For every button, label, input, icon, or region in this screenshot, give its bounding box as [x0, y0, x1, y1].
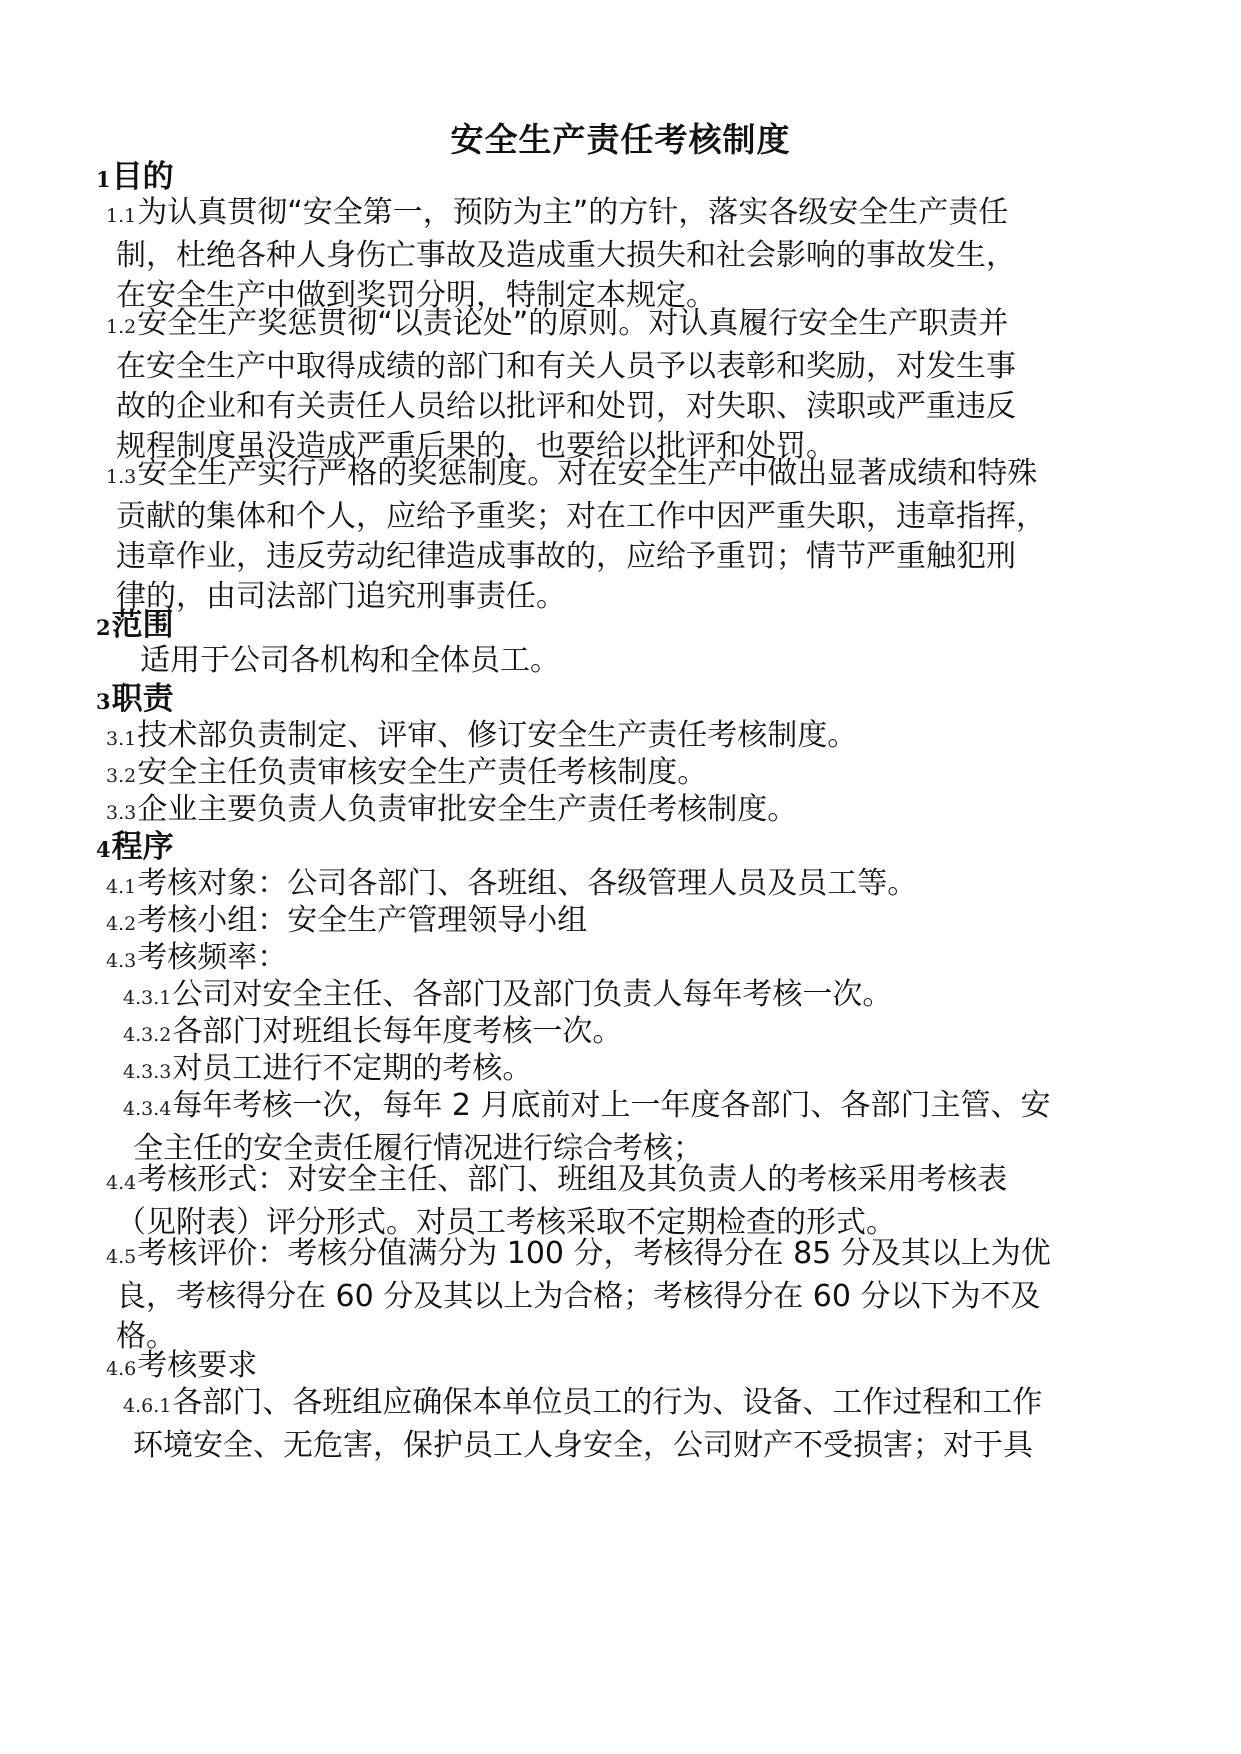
text-line: （见附表）评分形式。对员工考核采取不定期检查的形式。: [116, 1205, 896, 1240]
text-line: 全主任的安全责任履行情况进行综合考核；: [133, 1131, 703, 1166]
clause-4-1: 4.1考核对象：公司各部门、各班组、各级管理人员及员工等。: [106, 866, 918, 901]
clause-4-3-4: [123, 1086, 1051, 1169]
clause-4-6-1: [123, 1383, 1042, 1466]
text-line: 律的，由司法部门追究刑事责任。: [116, 579, 566, 614]
clause-4-4: [106, 1160, 1007, 1243]
clause-4-5: [106, 1234, 1051, 1357]
clause-number: 4.6.1: [123, 1395, 172, 1417]
clause-3-2: 3.2安全主任负责审核安全生产责任考核制度。: [106, 755, 708, 790]
clause-number: 4.2: [106, 913, 137, 935]
clause-number: 4.3.4: [123, 1098, 172, 1120]
text-line: 故的企业和有关责任人员给以批评和处罚，对失职、渎职或严重违反: [116, 389, 1016, 424]
text-line: 4.4考核形式：对安全主任、部门、班组及其负责人的考核采用考核表: [106, 1162, 1008, 1197]
text-line: 在安全生产中做到奖罚分明，特制定本规定。: [116, 278, 716, 313]
text-line: 贡献的集体和个人，应给予重奖；对在工作中因严重失职，违章指挥，: [116, 499, 1046, 534]
clause-number: 3.2: [106, 765, 137, 787]
text-line: 4.5考核评价：考核分值满分为 100 分，考核得分在 85 分及其以上为优: [106, 1236, 1051, 1271]
section-text: 适用于公司各机构和全体员工。: [140, 643, 560, 678]
clause-number: 1.3: [106, 466, 137, 488]
text-line: 良，考核得分在 60 分及其以上为合格；考核得分在 60 分以下为不及: [116, 1279, 1041, 1314]
clause-3-1: 3.1技术部负责制定、评审、修订安全生产责任考核制度。: [106, 718, 858, 753]
section-title: 目的: [111, 159, 174, 195]
text-line: 4.6.1各部门、各班组应确保本单位员工的行为、设备、工作过程和工作: [123, 1385, 1043, 1420]
clause-1-1: [106, 193, 1016, 316]
clause-number: 4.6: [106, 1358, 137, 1380]
text-line: 制，杜绝各种人身伤亡事故及造成重大损失和社会影响的事故发生，: [116, 238, 1016, 273]
clause-number: 4.4: [106, 1172, 137, 1194]
text-line: 1.3安全生产实行严格的奖惩制度。对在安全生产中做出显著成绩和特殊: [106, 456, 1038, 491]
section-title: 程序: [111, 829, 174, 865]
text-line: 1.1为认真贯彻“安全第一，预防为主”的方针，落实各级安全生产责任: [106, 195, 1009, 230]
text-line: 1.2安全生产奖惩贯彻“以责论处”的原则。对认真履行安全生产职责并: [106, 306, 1009, 341]
text-line: 在安全生产中取得成绩的部门和有关人员予以表彰和奖励，对发生事: [116, 349, 1016, 384]
section-title: 范围: [111, 607, 174, 643]
text-line: 环境安全、无危害，保护员工人身安全，公司财产不受损害；对于具: [133, 1428, 1033, 1463]
clause-number: 4.3.3: [123, 1061, 172, 1083]
section-number: 2: [96, 615, 111, 640]
clause-number: 3.1: [106, 728, 137, 750]
text-line: 格。: [116, 1319, 176, 1354]
section-number: 1: [96, 167, 111, 192]
text-line: 违章作业，违反劳动纪律造成事故的，应给予重罚；情节严重触犯刑: [116, 539, 1016, 574]
text-line: 4.3.4每年考核一次，每年 2 月底前对上一年度各部门、各部门主管、安: [123, 1088, 1051, 1123]
clause-4-3: 4.3考核频率：: [106, 940, 288, 975]
clause-4-6: 4.6考核要求: [106, 1348, 258, 1383]
clause-number: 1.2: [106, 316, 137, 338]
clause-3-3: 3.3企业主要负责人负责审批安全生产责任考核制度。: [106, 792, 798, 827]
text-line: 规程制度虽没造成严重后果的，也要给以批评和处罚。: [116, 429, 836, 464]
clause-number: 4.5: [106, 1246, 137, 1268]
clause-1-2: [106, 304, 1016, 467]
clause-1-3: [106, 454, 1046, 617]
clause-4-2: 4.2考核小组：安全生产管理领导小组: [106, 903, 588, 938]
clause-number: 4.3.2: [123, 1024, 172, 1046]
clause-number: 3.3: [106, 802, 137, 824]
clause-number: 4.3.1: [123, 987, 172, 1009]
section-number: 3: [96, 689, 111, 714]
clause-number: 4.1: [106, 876, 137, 898]
document-title: 安全生产责任考核制度: [450, 120, 791, 159]
clause-number: 1.1: [106, 205, 137, 227]
clause-4-3-3: 4.3.3对员工进行不定期的考核。: [123, 1051, 533, 1086]
section-title: 职责: [111, 681, 174, 717]
clause-4-3-2: 4.3.2各部门对班组长每年度考核一次。: [123, 1014, 623, 1049]
clause-4-3-1: 4.3.1公司对安全主任、各部门及部门负责人每年考核一次。: [123, 977, 893, 1012]
section-number: 4: [96, 837, 111, 862]
clause-number: 4.3: [106, 950, 137, 972]
